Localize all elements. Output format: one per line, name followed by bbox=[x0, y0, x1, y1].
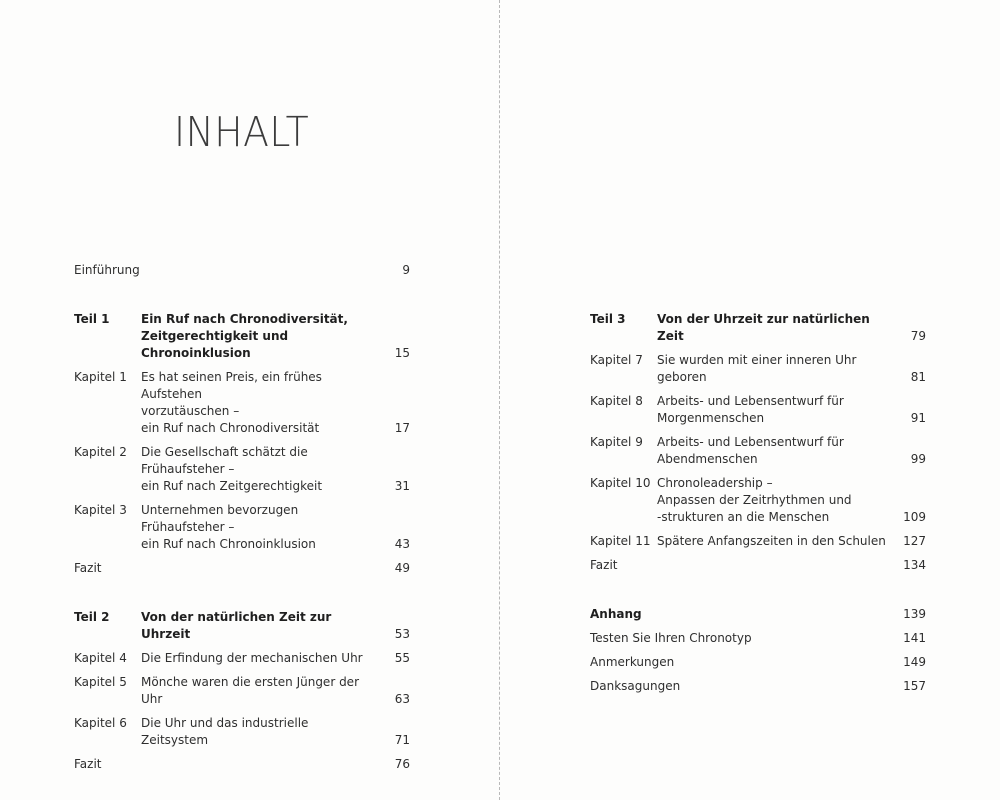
toc-page-number: 55 bbox=[394, 651, 410, 665]
toc-chapter-label: Kapitel 11 bbox=[590, 534, 651, 548]
toc-chapter-4[interactable] bbox=[74, 650, 410, 667]
toc-page-number: 31 bbox=[394, 479, 410, 493]
toc-chapter-title: Die Gesellschaft schätzt die Frühaufsteher – ein Ruf nach Zeitgerechtigkeit bbox=[141, 445, 323, 493]
toc-page-number: 127 bbox=[903, 534, 926, 548]
toc-entry-text: Anmerkungen bbox=[590, 655, 675, 669]
toc-page-number: 81 bbox=[910, 370, 926, 384]
toc-chapter-3[interactable] bbox=[74, 502, 410, 553]
page-gutter-divider bbox=[499, 0, 500, 800]
toc-page-number: 17 bbox=[394, 421, 410, 435]
toc-page-number: 139 bbox=[903, 607, 926, 621]
toc-page-number: 43 bbox=[394, 537, 410, 551]
toc-part-title: Ein Ruf nach Chronodiversität, Zeitgerechtigkeit und Chronoinklusion bbox=[141, 312, 348, 360]
toc-chapter-8[interactable] bbox=[590, 393, 926, 427]
toc-page-number: 141 bbox=[903, 631, 926, 645]
toc-chapter-label: Kapitel 6 bbox=[74, 716, 127, 730]
toc-chapter-title: Spätere Anfangszeiten in den Schulen bbox=[657, 534, 886, 548]
toc-page-number: 15 bbox=[394, 346, 410, 360]
toc-chapter-title: Chronoleadership – Anpassen der Zeitrhythmen und -strukturen an die Menschen bbox=[657, 476, 852, 524]
toc-page-number: 109 bbox=[903, 510, 926, 524]
toc-entry-text: Danksagungen bbox=[590, 679, 681, 693]
toc-appendix[interactable] bbox=[590, 606, 926, 623]
toc-entry-text: Fazit bbox=[590, 558, 618, 572]
toc-entry-text: Fazit bbox=[74, 561, 102, 575]
toc-chapter-label: Kapitel 7 bbox=[590, 353, 643, 367]
toc-chapter-label: Kapitel 1 bbox=[74, 370, 127, 384]
toc-chapter-title: Arbeits- und Lebensentwurf für Abendmenschen bbox=[657, 435, 844, 466]
toc-chapter-label: Kapitel 10 bbox=[590, 476, 651, 490]
toc-page-number: 9 bbox=[402, 263, 410, 277]
toc-chapter-11[interactable] bbox=[590, 533, 926, 550]
toc-page-number: 157 bbox=[903, 679, 926, 693]
toc-page-number: 71 bbox=[394, 733, 410, 747]
toc-entry-text: Fazit bbox=[74, 757, 102, 771]
toc-part-title: Von der Uhrzeit zur natürlichen Zeit bbox=[657, 312, 870, 343]
toc-fazit-part-3[interactable] bbox=[590, 557, 926, 574]
toc-part-label: Teil 3 bbox=[590, 312, 626, 326]
toc-part-3[interactable] bbox=[590, 311, 926, 345]
toc-part-label: Teil 1 bbox=[74, 312, 110, 326]
toc-page-number: 134 bbox=[903, 558, 926, 572]
toc-chapter-6[interactable] bbox=[74, 715, 410, 749]
toc-part-2[interactable] bbox=[74, 609, 410, 643]
toc-right-page bbox=[590, 311, 926, 695]
toc-chapter-7[interactable] bbox=[590, 352, 926, 386]
toc-appendix-notes[interactable] bbox=[590, 654, 926, 671]
toc-entry-text: Testen Sie Ihren Chronotyp bbox=[590, 631, 752, 645]
toc-left-page bbox=[74, 262, 410, 773]
toc-part-1[interactable] bbox=[74, 311, 410, 362]
toc-chapter-title: Unternehmen bevorzugen Frühaufsteher – ein Ruf nach Chronoinklusion bbox=[141, 503, 316, 551]
toc-page-number: 79 bbox=[910, 329, 926, 343]
toc-appendix-acknowledgements[interactable] bbox=[590, 678, 926, 695]
toc-chapter-label: Kapitel 8 bbox=[590, 394, 643, 408]
toc-page-number: 49 bbox=[394, 561, 410, 575]
toc-page-number: 53 bbox=[394, 627, 410, 641]
toc-page-number: 76 bbox=[394, 757, 410, 771]
toc-entry-einfuehrung[interactable] bbox=[74, 262, 410, 279]
toc-chapter-title: Es hat seinen Preis, ein frühes Aufstehen vorzutäuschen – ein Ruf nach Chronodiversität bbox=[141, 370, 322, 435]
toc-chapter-9[interactable] bbox=[590, 434, 926, 468]
toc-page-number: 91 bbox=[910, 411, 926, 425]
toc-chapter-label: Kapitel 4 bbox=[74, 651, 127, 665]
toc-entry-text: Einführung bbox=[74, 263, 140, 277]
toc-part-title: Von der natürlichen Zeit zur Uhrzeit bbox=[141, 610, 332, 641]
toc-chapter-title: Die Uhr und das industrielle Zeitsystem bbox=[141, 716, 309, 747]
toc-chapter-title: Sie wurden mit einer inneren Uhr geboren bbox=[657, 353, 857, 384]
toc-chapter-label: Kapitel 5 bbox=[74, 675, 127, 689]
toc-chapter-2[interactable] bbox=[74, 444, 410, 495]
toc-appendix-chronotyp-test[interactable] bbox=[590, 630, 926, 647]
toc-page-number: 99 bbox=[910, 452, 926, 466]
toc-chapter-1[interactable] bbox=[74, 369, 410, 437]
toc-chapter-title: Mönche waren die ersten Jünger der Uhr bbox=[141, 675, 359, 706]
toc-page-number: 63 bbox=[394, 692, 410, 706]
toc-page-number: 149 bbox=[903, 655, 926, 669]
toc-chapter-5[interactable] bbox=[74, 674, 410, 708]
page-title: INHALT bbox=[174, 108, 310, 156]
toc-fazit-part-1[interactable] bbox=[74, 560, 410, 577]
toc-chapter-label: Kapitel 3 bbox=[74, 503, 127, 517]
toc-chapter-label: Kapitel 9 bbox=[590, 435, 643, 449]
toc-chapter-label: Kapitel 2 bbox=[74, 445, 127, 459]
toc-chapter-10[interactable] bbox=[590, 475, 926, 526]
toc-chapter-title: Die Erfindung der mechanischen Uhr bbox=[141, 651, 363, 665]
toc-appendix-title: Anhang bbox=[590, 607, 642, 621]
toc-part-label: Teil 2 bbox=[74, 610, 110, 624]
toc-chapter-title: Arbeits- und Lebensentwurf für Morgenmenschen bbox=[657, 394, 844, 425]
toc-fazit-part-2[interactable] bbox=[74, 756, 410, 773]
